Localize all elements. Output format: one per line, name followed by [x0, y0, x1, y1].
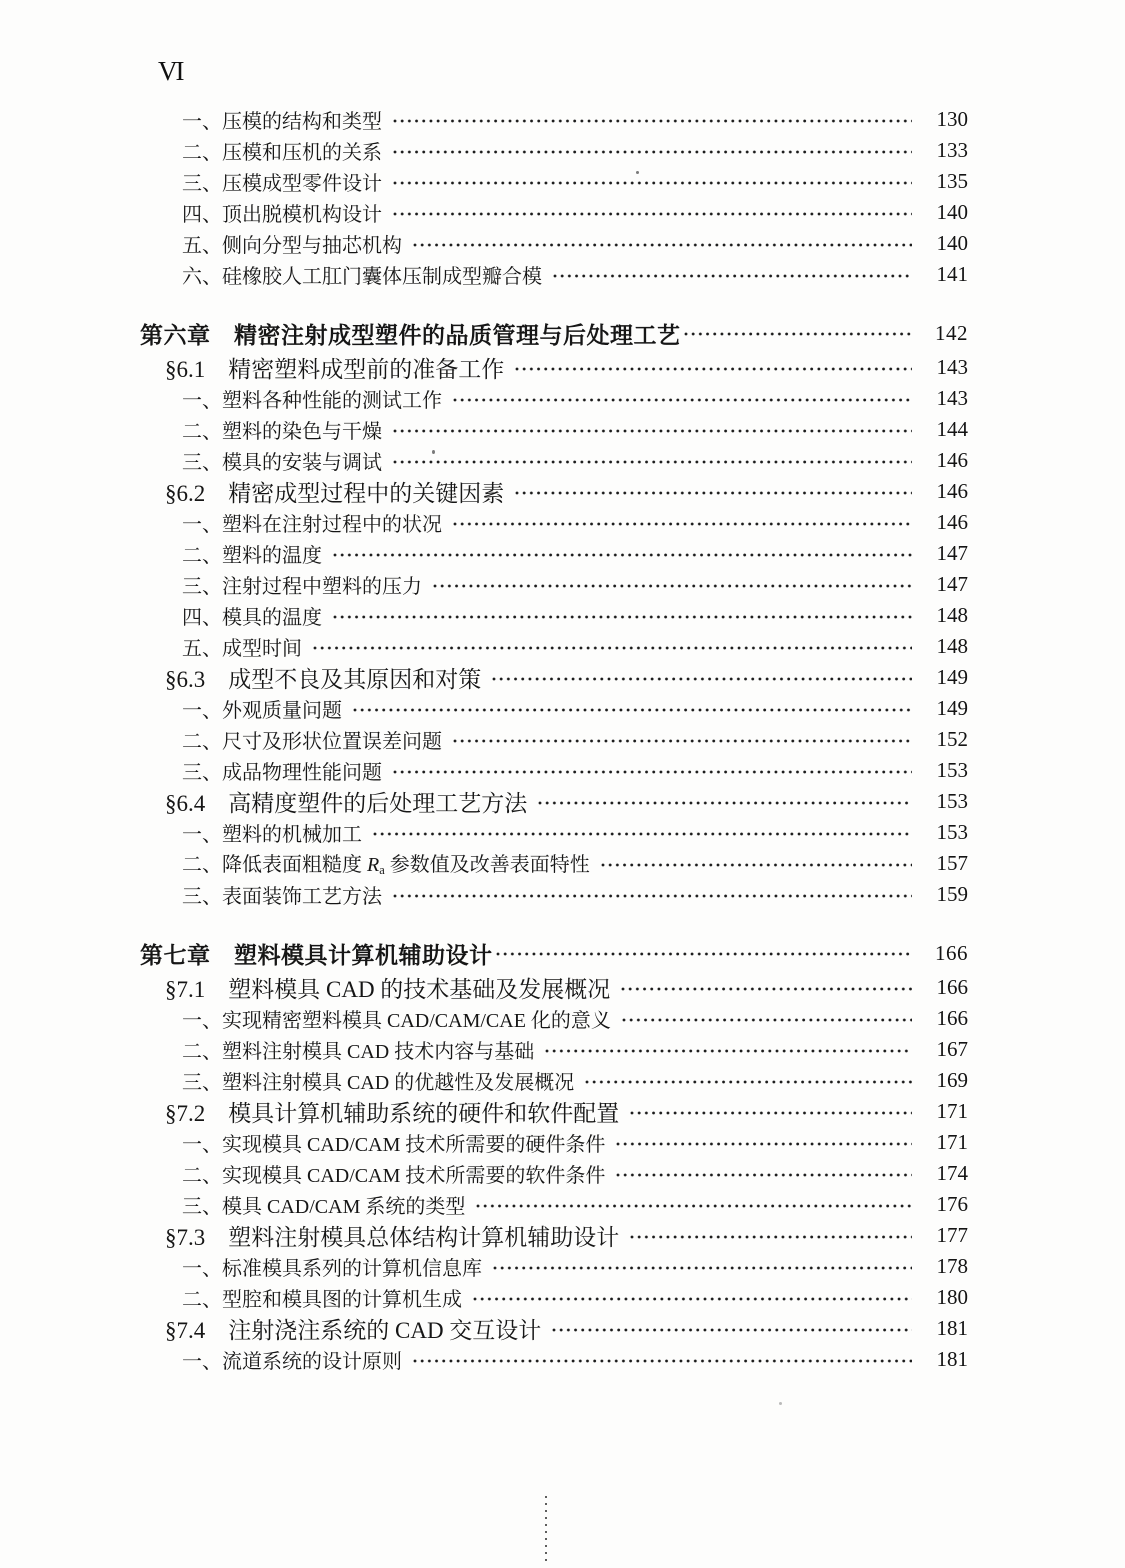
toc-page-number: 166	[935, 940, 968, 965]
scan-fold-artifact	[545, 1496, 547, 1566]
toc-entry-label: §6.4 高精度塑件的后处理工艺方法	[165, 791, 528, 816]
dotted-leader	[514, 364, 912, 375]
toc-page-number: 166	[936, 1006, 968, 1030]
toc-entry	[140, 383, 968, 414]
toc-page-number: 181	[936, 1347, 968, 1371]
toc-entry-label: 二、型腔和模具图的计算机生成	[182, 1289, 462, 1311]
toc-entry	[140, 848, 968, 879]
toc-entry	[140, 1034, 968, 1065]
toc-entry	[140, 569, 968, 600]
toc-page-number: 171	[936, 1099, 968, 1123]
math-variable: R	[367, 854, 380, 877]
dotted-leader	[491, 674, 912, 685]
toc-entry-label: 一、实现模具 CAD/CAM 技术所需要的硬件条件	[182, 1134, 606, 1156]
toc-entry	[140, 817, 968, 848]
toc-page-number: 147	[936, 572, 968, 596]
subscript: a	[379, 863, 385, 878]
toc-page-number: 167	[936, 1037, 968, 1061]
toc-entry	[140, 934, 968, 972]
toc-entry-label: 五、成型时间	[182, 638, 302, 660]
toc-entry	[140, 166, 968, 197]
dotted-leader	[584, 1077, 912, 1088]
toc-entry	[140, 600, 968, 631]
toc-entry-label: §7.2 模具计算机辅助系统的硬件和软件配置	[165, 1101, 620, 1126]
toc-entry	[140, 724, 968, 755]
toc-entry	[140, 352, 968, 383]
toc-entry	[140, 314, 968, 352]
toc-entry-label: §6.1 精密塑料成型前的准备工作	[165, 357, 505, 382]
toc-page-number: 140	[936, 200, 968, 224]
dotted-leader	[452, 519, 912, 530]
toc-entry	[140, 414, 968, 445]
toc-entry-label: 三、模具的安装与调试	[182, 452, 382, 474]
toc-entry-label: 二、实现模具 CAD/CAM 技术所需要的软件条件	[182, 1165, 606, 1187]
toc-page-number: 141	[936, 262, 968, 286]
toc-page-number: 149	[936, 696, 968, 720]
toc-page-number: 159	[936, 882, 968, 906]
dotted-leader	[537, 798, 912, 809]
dotted-leader	[412, 240, 912, 251]
toc-entry-label: 一、标准模具系列的计算机信息库	[182, 1258, 482, 1280]
toc-entry	[140, 1065, 968, 1096]
toc-entry-label: §6.2 精密成型过程中的关键因素	[165, 481, 505, 506]
toc-page-number: 135	[936, 169, 968, 193]
toc-entry	[140, 786, 968, 817]
dotted-leader	[552, 271, 912, 282]
dotted-leader	[392, 891, 912, 902]
toc-entry-label: 二、塑料的染色与干燥	[182, 421, 382, 443]
toc-entry-label: 一、压模的结构和类型	[182, 111, 382, 133]
toc-entry-label: 第七章 塑料模具计算机辅助设计	[140, 942, 493, 968]
toc-entry-label: 三、压模成型零件设计	[182, 173, 382, 195]
toc-entry-label: 一、塑料在注射过程中的状况	[182, 514, 442, 536]
toc-entry	[140, 1220, 968, 1251]
page-folio-roman-numeral: VI	[158, 56, 183, 86]
toc-page-number: 130	[936, 107, 968, 131]
toc-entry-label: 三、表面装饰工艺方法	[182, 886, 382, 908]
toc-entry	[140, 538, 968, 569]
dotted-leader	[683, 329, 913, 340]
toc-entry-label: 一、塑料的机械加工	[182, 824, 362, 846]
toc-entry	[140, 1003, 968, 1034]
toc-entry	[140, 1127, 968, 1158]
toc-page-number: 169	[936, 1068, 968, 1092]
toc-entry	[140, 1282, 968, 1313]
toc-page-number: 146	[936, 448, 968, 472]
dotted-leader	[392, 767, 912, 778]
toc-entry	[140, 104, 968, 135]
scan-speck	[636, 171, 639, 174]
dotted-leader	[620, 984, 912, 995]
dotted-leader	[312, 643, 912, 654]
toc-page-number: 166	[936, 975, 968, 999]
toc-page-number: 133	[936, 138, 968, 162]
dotted-leader	[495, 949, 913, 960]
dotted-leader	[492, 1263, 912, 1274]
toc-entry	[140, 755, 968, 786]
toc-page-number: 180	[936, 1285, 968, 1309]
toc-list	[140, 104, 968, 1375]
toc-entry-label: §7.4 注射浇注系统的 CAD 交互设计	[165, 1318, 542, 1343]
toc-entry	[140, 507, 968, 538]
dotted-leader	[615, 1139, 912, 1150]
toc-page-number: 152	[936, 727, 968, 751]
toc-entry-label: 二、压模和压机的关系	[182, 142, 382, 164]
toc-entry	[140, 445, 968, 476]
toc-entry-label: 五、侧向分型与抽芯机构	[182, 235, 402, 257]
toc-entry-label: 二、尺寸及形状位置误差问题	[182, 731, 442, 753]
toc-entry	[140, 1251, 968, 1282]
dotted-leader	[392, 426, 912, 437]
dotted-leader	[629, 1108, 912, 1119]
toc-entry	[140, 662, 968, 693]
toc-entry-label: 第六章 精密注射成型塑件的品质管理与后处理工艺	[140, 322, 681, 348]
toc-entry-label: 六、硅橡胶人工肛门囊体压制成型瓣合模	[182, 266, 542, 288]
toc-page-number: 174	[936, 1161, 968, 1185]
scan-speck	[779, 1402, 782, 1405]
toc-entry-label: §7.1 塑料模具 CAD 的技术基础及发展概况	[165, 977, 611, 1002]
toc-entry	[140, 693, 968, 724]
toc-entry	[140, 135, 968, 166]
toc-page-number: 153	[936, 820, 968, 844]
toc-entry	[140, 631, 968, 662]
toc-page-number: 148	[936, 634, 968, 658]
toc-page-number: 146	[936, 479, 968, 503]
toc-page-number: 176	[936, 1192, 968, 1216]
toc-entry-label: 三、成品物理性能问题	[182, 762, 382, 784]
dotted-leader	[412, 1356, 912, 1367]
toc-entry-label: 三、注射过程中塑料的压力	[182, 576, 422, 598]
toc-entry	[140, 1158, 968, 1189]
toc-entry-label: 三、模具 CAD/CAM 系统的类型	[182, 1196, 466, 1218]
dotted-leader	[392, 147, 912, 158]
toc-page-number: 146	[936, 510, 968, 534]
toc-page-number: 178	[936, 1254, 968, 1278]
toc-entry-label: 四、模具的温度	[182, 607, 322, 629]
toc-entry	[140, 1313, 968, 1344]
toc-page-number: 153	[936, 758, 968, 782]
toc-entry-label: 四、顶出脱模机构设计	[182, 204, 382, 226]
toc-page-number: 181	[936, 1316, 968, 1340]
dotted-leader	[392, 178, 912, 189]
dotted-leader	[432, 581, 912, 592]
toc-page-number: 142	[935, 320, 968, 345]
toc-entry	[140, 1344, 968, 1375]
dotted-leader	[332, 612, 912, 623]
dotted-leader	[472, 1294, 912, 1305]
dotted-leader	[452, 395, 912, 406]
toc-entry-label: 一、流道系统的设计原则	[182, 1351, 402, 1373]
toc-page-number: 144	[936, 417, 968, 441]
toc-page-number: 143	[936, 355, 968, 379]
toc-entry-label: §6.3 成型不良及其原因和对策	[165, 667, 482, 692]
toc-page-number: 143	[936, 386, 968, 410]
toc-entry-label: 二、塑料注射模具 CAD 技术内容与基础	[182, 1041, 535, 1063]
dotted-leader	[352, 705, 912, 716]
toc-entry-label: 二、塑料的温度	[182, 545, 322, 567]
dotted-leader	[332, 550, 912, 561]
toc-entry-label: 一、塑料各种性能的测试工作	[182, 390, 442, 412]
toc-page-number: 149	[936, 665, 968, 689]
toc-entry	[140, 228, 968, 259]
toc-entry-label: 一、实现精密塑料模具 CAD/CAM/CAE 化的意义	[182, 1010, 611, 1032]
toc-page-number: 147	[936, 541, 968, 565]
toc-page-number: 177	[936, 1223, 968, 1247]
toc-entry-label: 一、外观质量问题	[182, 700, 342, 722]
dotted-leader	[392, 457, 912, 468]
toc-entry	[140, 1096, 968, 1127]
toc-entry	[140, 476, 968, 507]
toc-entry	[140, 1189, 968, 1220]
dotted-leader	[544, 1046, 912, 1057]
dotted-leader	[392, 116, 912, 127]
toc-entry-label: 二、降低表面粗糙度 $R_a$ 参数值及改善表面特性	[182, 854, 590, 878]
toc-page-number: 157	[936, 851, 968, 875]
dotted-leader	[629, 1232, 912, 1243]
toc-page-number: 171	[936, 1130, 968, 1154]
dotted-leader	[600, 860, 912, 871]
toc-entry	[140, 879, 968, 910]
dotted-leader	[514, 488, 912, 499]
dotted-leader	[551, 1325, 912, 1336]
scan-speck	[432, 450, 435, 454]
dotted-leader	[452, 736, 912, 747]
toc-page-number: 148	[936, 603, 968, 627]
dotted-leader	[372, 829, 912, 840]
toc-entry-label: 三、塑料注射模具 CAD 的优越性及发展概况	[182, 1072, 575, 1094]
toc-page-number: 140	[936, 231, 968, 255]
dotted-leader	[475, 1201, 912, 1212]
toc-entry	[140, 972, 968, 1003]
toc-entry	[140, 197, 968, 228]
dotted-leader	[621, 1015, 912, 1026]
toc-entry-label: §7.3 塑料注射模具总体结构计算机辅助设计	[165, 1225, 620, 1250]
toc-page-number: 153	[936, 789, 968, 813]
toc-entry	[140, 259, 968, 290]
dotted-leader	[615, 1170, 912, 1181]
dotted-leader	[392, 209, 912, 220]
